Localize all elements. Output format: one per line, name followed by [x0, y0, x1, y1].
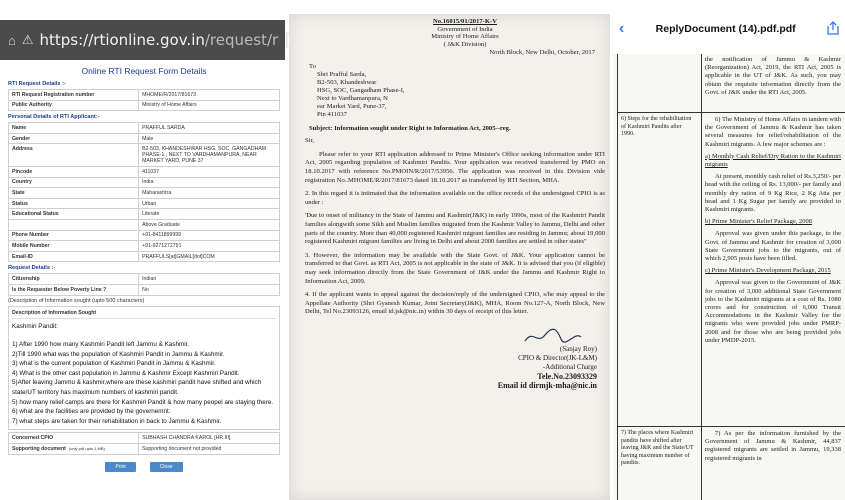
- letter: [305, 18, 605, 390]
- description-line: [12, 331, 276, 340]
- field-value: Male: [139, 133, 280, 144]
- pdf-title: ReplyDocument (14).pdf.pdf: [655, 23, 796, 35]
- subject-line: Subject: Information sought under Right to Information Act, 2005--reg.: [309, 124, 511, 132]
- signatory-name: (Sanjay Roy): [559, 344, 597, 353]
- field-value: Maharashtra: [139, 188, 280, 199]
- field-value: +91-9271272791: [139, 241, 280, 252]
- field-label: Name: [9, 123, 139, 134]
- field-value: Above Graduate: [139, 219, 280, 230]
- personal-details-table: [8, 122, 280, 262]
- answer-7-text: 7) As per the information furnished by the Government of Jammu & Kashmir, 44,837 registered migrants are settled in Jammu, 19,338 registered migrants in: [705, 430, 841, 462]
- field-label: Country: [9, 177, 139, 188]
- description-line: 5)After leaving Jammu & kashmir,where are these kashmiri pandit have shifted and which state/UT territory has maximum numbers of kashmiri pandit.: [12, 379, 262, 397]
- answer-6-paragraph: b) Prime Minister's Relief Package, 2008: [705, 218, 812, 226]
- answer-6-paragraph: Approval was given to the Government of J&K for creation of 3,000 additional State Government jobs to the Kashmiri migrants at a cost of Rs. 1080 crores and for construction of 6,000 Transit Accommodations in the Kashmir Valley for the migrants who were provided jobs under PMRP-2008 and for those who are being provided jobs under PMDP-2015.: [705, 279, 841, 344]
- field-value: PRAFFULS[at]GMAIL[dot]COM: [139, 251, 280, 262]
- table-row: [9, 133, 280, 144]
- rti-browser-panel: [0, 0, 285, 500]
- section-request-details: RTI Request Details :-: [8, 81, 66, 87]
- signatory-tel: Tele.No.23093329: [537, 371, 597, 381]
- url-path: /request/r: [204, 31, 279, 49]
- field-label: State: [9, 188, 139, 199]
- paragraph-4: 4. If the applicant wants to appeal against the decision/reply of the undersigned CPIO, s/he may appeal to the Appellate Authority (Shri Gyanesh Kumar, Joint Secretary(J&K), MHA, Room No.127-A, North Block, New Delhi, Tel No.23093126, email id.jsk@nic.in) within 30 days of receipt of this letter.: [305, 291, 605, 316]
- paragraph-1: Please refer to your RTI application addressed to Prime Minister's Office seeking information under RTI Act, 2005 regarding population of Kashmiri Pandits. Your application was received transferred by PMO on 18.10.2017 with reference No.PMOIN/R/2017/53956. The application was received in this Division vide registration No..MHOME/R/2017/81673 dated 18.10.2017 as transferred by RTI Section, MHA.: [305, 150, 605, 184]
- field-value: Literate: [139, 209, 280, 220]
- date-line: North Block, New Delhi, October, 2017: [489, 49, 595, 56]
- signature-drawing: [523, 327, 583, 345]
- question-6: 6) Steps for the rehabilitation of Kashmiri Pandits after 1990.: [621, 116, 692, 137]
- table-row: [9, 219, 280, 230]
- table-row: [9, 284, 280, 295]
- field-value: +91-8411899999: [139, 230, 280, 241]
- field-label-note: (only pdf upto 1 MB): [68, 445, 105, 451]
- table-row: [9, 188, 280, 199]
- table-row: [9, 166, 280, 177]
- field-label: [9, 219, 139, 230]
- cpio-table: [8, 432, 280, 454]
- answer-6-paragraph: 6) The Ministry of Home Affairs in tandem with the Government of Jammu & Kashmir has taken several measures for relief/rehabilitation of the Kashmiri migrants. A few major schemes are :: [705, 116, 841, 148]
- field-label: RTI Request Registration number: [9, 90, 139, 101]
- recipient-address: [309, 63, 605, 119]
- address-line: Pin 411037: [317, 110, 347, 118]
- signatory-charge: -Additional Charge: [542, 362, 597, 371]
- field-label: Concerned CPIO: [9, 433, 139, 444]
- field-value: PRAFFUL SARDA: [139, 123, 280, 134]
- table-row: [9, 251, 280, 262]
- back-chevron-icon[interactable]: ‹: [619, 20, 625, 37]
- field-label: Address: [9, 144, 139, 167]
- field-value: Indian: [139, 274, 280, 285]
- field-label: Educational Status: [9, 209, 139, 220]
- table-row: [9, 230, 280, 241]
- form-actions: [8, 462, 280, 472]
- url-field[interactable]: [40, 31, 279, 49]
- field-label: Phone Number: [9, 230, 139, 241]
- field-label: Public Authority: [9, 100, 139, 111]
- scanned-letter-panel: [289, 14, 610, 500]
- section-request-details-2: Request Details :-: [8, 265, 56, 272]
- description-box: [8, 306, 280, 431]
- answer-6-paragraph: At present, monthly cash relief of Rs.3,250/- per head with the ceiling of Rs. 13,000/- per family and monthly dry ration of 9 Kg Rice, 2 Kg Atta per head and 1 Kg Sugar per family are provided to Kashmiri migrants.: [705, 173, 841, 214]
- answer-6-paragraph: a) Monthly Cash Relief/Dry Ration to the Kashmiri migrants: [705, 152, 841, 169]
- address-line: Shri Prafful Sarda,: [317, 70, 367, 78]
- field-label: Gender: [9, 133, 139, 144]
- table-row: [9, 144, 280, 167]
- description-line: 5) how many relief camps are there for Kashmiri Pandit & how many peopel are staying there.: [12, 398, 274, 406]
- description-caption: (Description of Information sought (upto 500 characters): [8, 297, 145, 304]
- field-label: Status: [9, 198, 139, 209]
- reply-top-paragraph: the notification of Jammu & Kashmir (Reorganization) Act, 2019, the RTI Act, 2005 is applicable in the UT of J&K. As such, you may obtain the requisite information directly from the Govt. of J&K under the RTI Act, 2005.: [705, 56, 841, 96]
- signatory-email: Email id dirmjk-mha@nic.in: [497, 380, 597, 390]
- field-label: Email-ID: [9, 251, 139, 262]
- request-details-table: [8, 89, 280, 111]
- field-label: Mobile Number: [9, 241, 139, 252]
- address-line: Next to Vardhamanpura, N: [317, 94, 388, 102]
- table-row: [9, 90, 280, 101]
- form-title: Online RTI Request Form Details: [81, 66, 207, 76]
- field-value: India: [139, 177, 280, 188]
- question-7: 7) The places where Kashmiri pandits have shifted after leaving J&K and the State/UT having maximum number of pandits.: [621, 430, 694, 466]
- field-value: Urban: [139, 198, 280, 209]
- paragraph-quote: 'Due to onset of militancy in the State of Jammu and Kashmir(J&K) in early 1990s, most of the Kashmiri Pandit families alongwith some Sikh and Muslim families migrated from the Kashmir Valley to Jammu, Delhi and other parts of the country. More than 40,000 registered Kashmiri migrant families are residing in Jammu; about 19,000 registered Kashmiri migrant families are living in Delhi and about 2000 families are settled in other states": [305, 212, 605, 246]
- table-row: [9, 274, 280, 285]
- browser-address-bar[interactable]: [0, 20, 285, 60]
- description-text: [12, 322, 276, 427]
- letterhead: [415, 18, 515, 48]
- table-row: [9, 123, 280, 134]
- section-personal-details: Personal Details of RTI Applicant:-: [8, 114, 100, 121]
- close-button[interactable]: Close: [150, 462, 183, 472]
- pdf-viewer-panel: [613, 18, 845, 500]
- table-row: [9, 209, 280, 220]
- table-row: [9, 241, 280, 252]
- home-icon[interactable]: ⌂: [8, 32, 16, 48]
- address-line: B2-503, Khandeshwar: [317, 78, 377, 86]
- pdf-page[interactable]: [613, 54, 845, 500]
- table-row: [9, 100, 280, 111]
- field-value: Ministry of Home Affairs: [139, 100, 280, 111]
- rti-form: [8, 66, 280, 472]
- field-label: Is the Requester Below Poverty Line ?: [9, 284, 139, 295]
- field-value: MHOME/R/2017/81673: [139, 90, 280, 101]
- answer-6-paragraph: c) Prime Minister's Development Package, 2015: [705, 267, 831, 275]
- field-value: No: [139, 284, 280, 295]
- table-row: [9, 444, 280, 455]
- pdf-toolbar: [613, 18, 845, 40]
- description-line: 3) what is the current population of Kashmiri Pandit in Jammu & Kashmir.: [12, 360, 216, 368]
- table-row: [9, 433, 280, 444]
- request-details-2-table: [8, 273, 280, 295]
- field-value: 411037: [139, 166, 280, 177]
- field-value: SUBHASH CHANDRA KAROL [HR.III]: [139, 433, 280, 444]
- signature-block: [305, 327, 597, 390]
- to-label: To: [309, 62, 316, 70]
- signature-scribble: [305, 327, 583, 345]
- field-label: Supporting document (only pdf upto 1 MB): [9, 444, 139, 455]
- description-line: 7) what steps are taken for their rehabilitation in back to Jammu & Kashmir.: [12, 417, 222, 425]
- answer-6: [705, 116, 841, 349]
- warning-icon[interactable]: ⚠: [21, 32, 34, 47]
- description-line: 1) After 1990 how many Kashmiri Pandit left Jammu & Kashmir.: [12, 341, 190, 349]
- share-icon[interactable]: [827, 21, 839, 38]
- answer-7: [705, 430, 841, 467]
- address-line: HSG, SOC, Gangadham Phase-I,: [317, 86, 405, 94]
- answer-6-paragraph: Approval was given under this package, to the Govt. of Jammu and Kashmir for creation of 3,000 State Government jobs to the migrants, out of which 2,905 posts have been filled.: [705, 230, 841, 263]
- field-value: Supporting document not provided: [139, 444, 280, 455]
- field-value: B2-503, KHANDESHWAR HSG. SOC. GANGADHAM PHASE-1 , NEXT TO VARDHAMANPURA, NEAR MARKET YARD, PUNE 37: [139, 144, 280, 167]
- print-button[interactable]: Print: [105, 462, 135, 472]
- description-line: Kashmiri Pandit:: [12, 322, 58, 330]
- field-label: Pincode: [9, 166, 139, 177]
- table-row: [9, 198, 280, 209]
- org-line-2: Ministry of Home Affairs: [431, 33, 499, 40]
- table-row: [9, 177, 280, 188]
- field-label: Citizenship: [9, 274, 139, 285]
- reference-number: No.16015/01/2017-K-V: [433, 18, 497, 25]
- address-line: ear Market Yard, Pune-37,: [317, 102, 387, 110]
- org-line-1: Government of India: [437, 25, 493, 33]
- salutation: Sir,: [305, 137, 315, 145]
- description-line: 6) what are the facilities are provided by the governemnt.: [12, 408, 171, 416]
- description-line: 4) What is the other cast population in Jammu & Kashmir Except Kashmiri Pandit.: [12, 369, 240, 377]
- signatory-title: CPIO & Director(JK-L&M): [518, 353, 597, 362]
- paragraph-2: 2. In this regard it is intimated that the information available on the office records of the undersigned CPIO is as under :: [305, 190, 605, 206]
- description-line: 2)Till 1990 what was the population of Kashmiri Pandit in Jammu & Kashmir.: [12, 350, 225, 358]
- reply-top-text: [705, 56, 841, 101]
- paragraph-3: 3. However, the information may be available with the State Govt. of J&K. Your application cannot be transferred to that Govt. as RTI Act, 2005 is not applicable in the state of J&K. It is advised that you (if eligible) may seek information directly from the State Government of J&K under the Jammu and Kashmir Right to Information Act, 2009.: [305, 251, 605, 285]
- url-main: https://rtionline.gov.in: [39, 31, 205, 49]
- org-line-3: ( J&K Division): [443, 40, 487, 48]
- description-header: Description of Information Sought: [12, 310, 276, 319]
